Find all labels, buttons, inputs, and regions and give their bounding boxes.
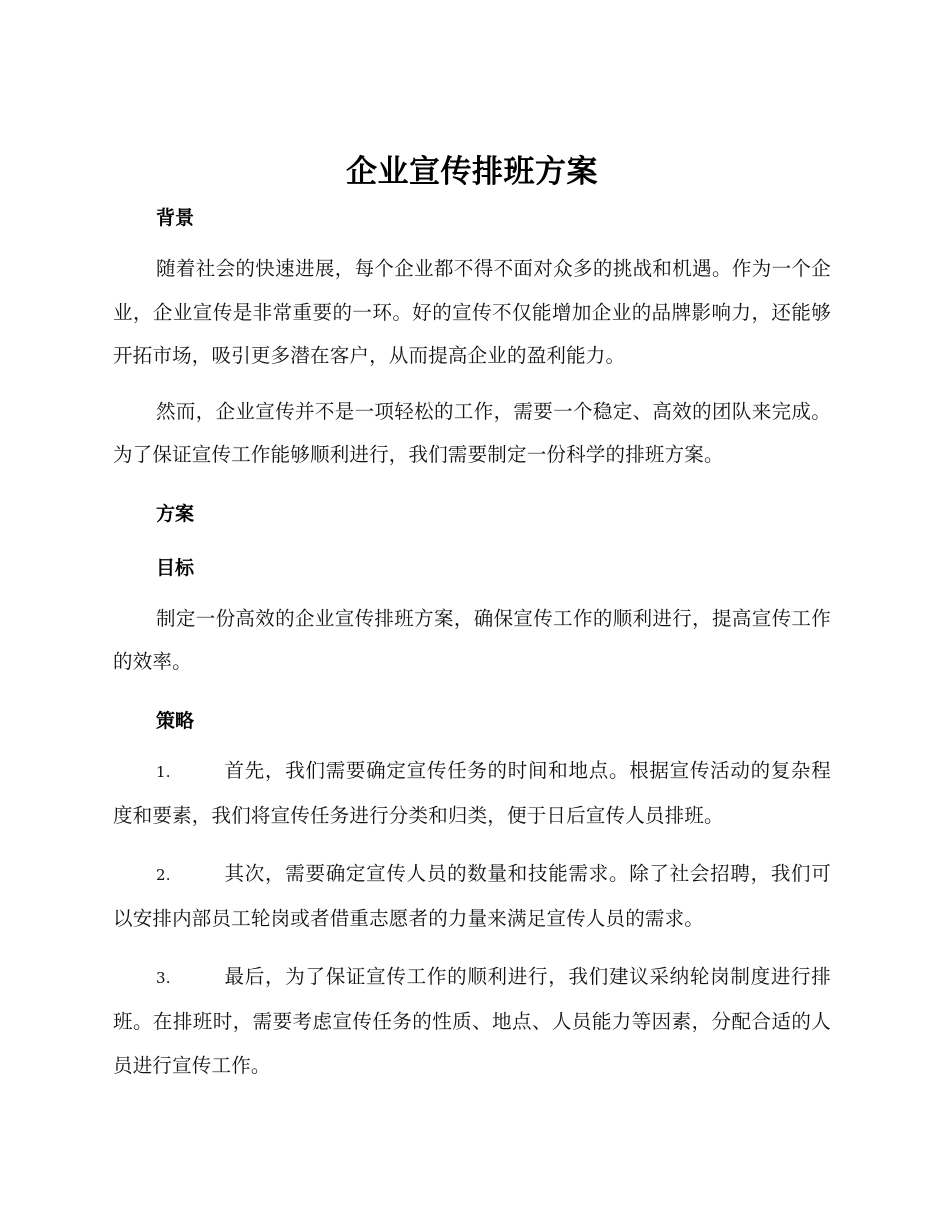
background-paragraph-1: 随着社会的快速进展，每个企业都不得不面对众多的挑战和机遇。作为一个企业，企业宣传是非常重要的一环。好的宣传不仅能增加企业的品牌影响力，还能够开拓市场，吸引更多潜在客户，从而提高企业的盈利能力。 <box>113 257 831 367</box>
strategy-list-item <box>113 852 831 941</box>
list-item-number: 3. <box>156 968 171 987</box>
strategy-list-item <box>113 749 831 838</box>
list-item-text: 其次，需要确定宣传人员的数量和技能需求。除了社会招聘，我们可以安排内部员工轮岗或者借重志愿者的力量来满足宣传人员的需求。 <box>113 861 831 930</box>
document-page <box>113 150 831 1087</box>
section-heading-strategy: 策略 <box>156 709 195 732</box>
background-paragraph-2: 然而，企业宣传并不是一项轻松的工作，需要一个稳定、高效的团队来完成。为了保证宣传工作能够顺利进行，我们需要制定一份科学的排班方案。 <box>113 399 831 466</box>
section-heading-plan: 方案 <box>156 502 195 525</box>
list-item-text: 首先，我们需要确定宣传任务的时间和地点。根据宣传活动的复杂程度和要素，我们将宣传任务进行分类和归类，便于日后宣传人员排班。 <box>113 758 831 827</box>
section-heading-goal: 目标 <box>156 556 195 579</box>
section-heading-background: 背景 <box>156 207 195 229</box>
list-item-text: 最后，为了保证宣传工作的顺利进行，我们建议采纳轮岗制度进行排班。在排班时，需要考虑宣传任务的性质、地点、人员能力等因素，分配合适的人员进行宣传工作。 <box>113 964 831 1077</box>
list-item-number: 1. <box>156 762 171 781</box>
list-item-number: 2. <box>156 865 171 884</box>
strategy-list-item <box>113 955 831 1088</box>
goal-paragraph: 制定一份高效的企业宣传排班方案，确保宣传工作的顺利进行，提高宣传工作的效率。 <box>113 606 831 673</box>
document-title: 企业宣传排班方案 <box>346 154 598 190</box>
